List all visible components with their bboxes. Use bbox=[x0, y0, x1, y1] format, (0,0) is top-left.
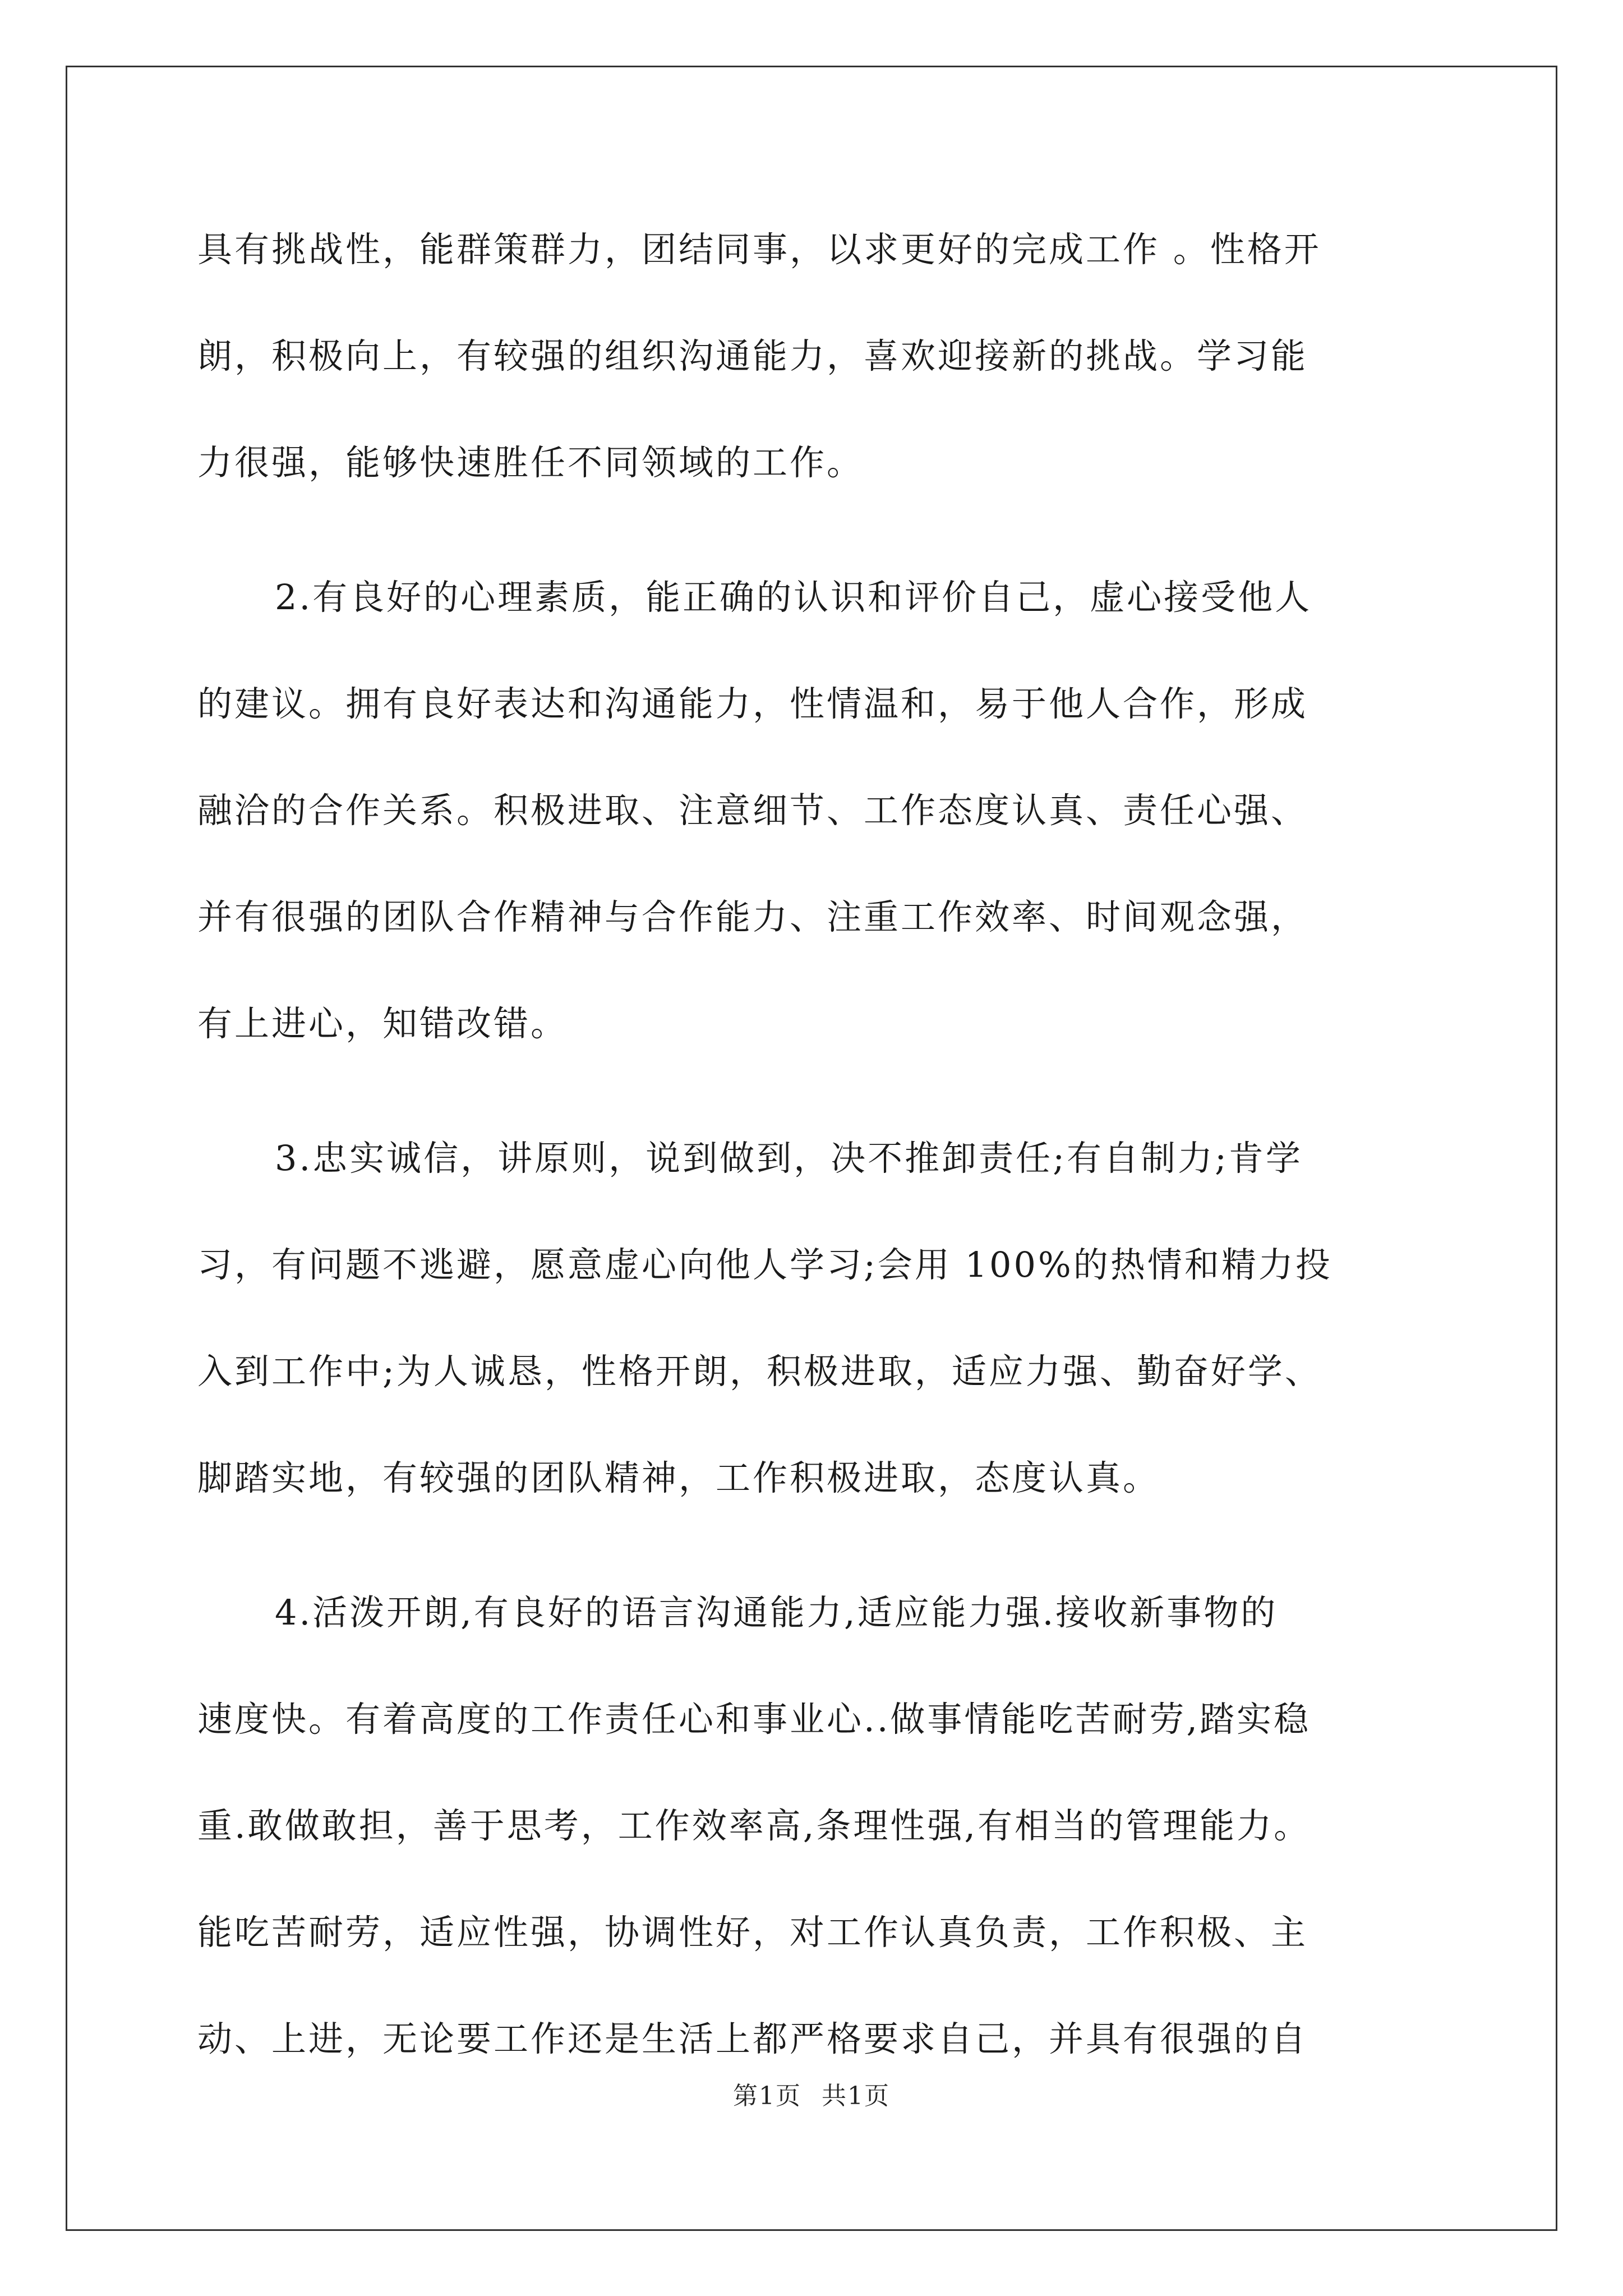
text-line: 重.敢做敢担，善于思考，工作效率高,条理性强,有相当的管理能力。 bbox=[197, 1805, 1311, 1846]
text-line: 脚踏实地，有较强的团队精神，工作积极进取，态度认真。 bbox=[197, 1457, 1160, 1498]
text-line: 具有挑战性，能群策群力，团结同事，以求更好的完成工作 。性格开 bbox=[197, 229, 1321, 270]
text-line: 并有很强的团队合作精神与合作能力、注重工作效率、时间观念强， bbox=[197, 896, 1308, 937]
page-total: 共1页 bbox=[822, 2082, 890, 2110]
text-line: 速度快。有着高度的工作责任心和事业心..做事情能吃苦耐劳,踏实稳 bbox=[197, 1699, 1311, 1740]
text-line: 2.有良好的心理素质，能正确的认识和评价自己，虚心接受他人 bbox=[275, 577, 1312, 618]
text-line: 动、上进，无论要工作还是生活上都严格要求自己，并具有很强的自 bbox=[197, 2018, 1308, 2059]
paragraph-1 bbox=[197, 208, 1431, 527]
text-line: 朗，积极向上，有较强的组织沟通能力，喜欢迎接新的挑战。学习能 bbox=[197, 335, 1308, 376]
text-line: 入到工作中;为人诚恳，性格开朗，积极进取，适应力强、勤奋好学、 bbox=[197, 1351, 1322, 1392]
paragraph-3 bbox=[197, 1116, 1431, 1543]
text-line: 的建议。拥有良好表达和沟通能力，性情温和，易于他人合作，形成 bbox=[197, 683, 1308, 724]
text-line: 4.活泼开朗,有良好的语言沟通能力,适应能力强.接收新事物的 bbox=[275, 1592, 1278, 1633]
text-line: 力很强，能够快速胜任不同领域的工作。 bbox=[197, 442, 864, 483]
text-line: 3.忠实诚信，讲原则，说到做到，决不推卸责任;有自制力;肯学 bbox=[275, 1138, 1303, 1179]
page-footer bbox=[0, 2076, 1623, 2111]
document-body bbox=[197, 208, 1431, 2104]
text-line: 融洽的合作关系。积极进取、注意细节、工作态度认真、责任心强、 bbox=[197, 790, 1308, 831]
text-line: 有上进心，知错改错。 bbox=[197, 1003, 568, 1044]
page-number: 第1页 bbox=[733, 2082, 801, 2110]
paragraph-2 bbox=[197, 555, 1431, 1088]
text-line: 能吃苦耐劳，适应性强，协调性好，对工作认真负责，工作积极、主 bbox=[197, 1912, 1308, 1953]
text-line: 习，有问题不逃避，愿意虚心向他人学习;会用 100%的热情和精力投 bbox=[197, 1244, 1332, 1285]
paragraph-4 bbox=[197, 1571, 1431, 2104]
